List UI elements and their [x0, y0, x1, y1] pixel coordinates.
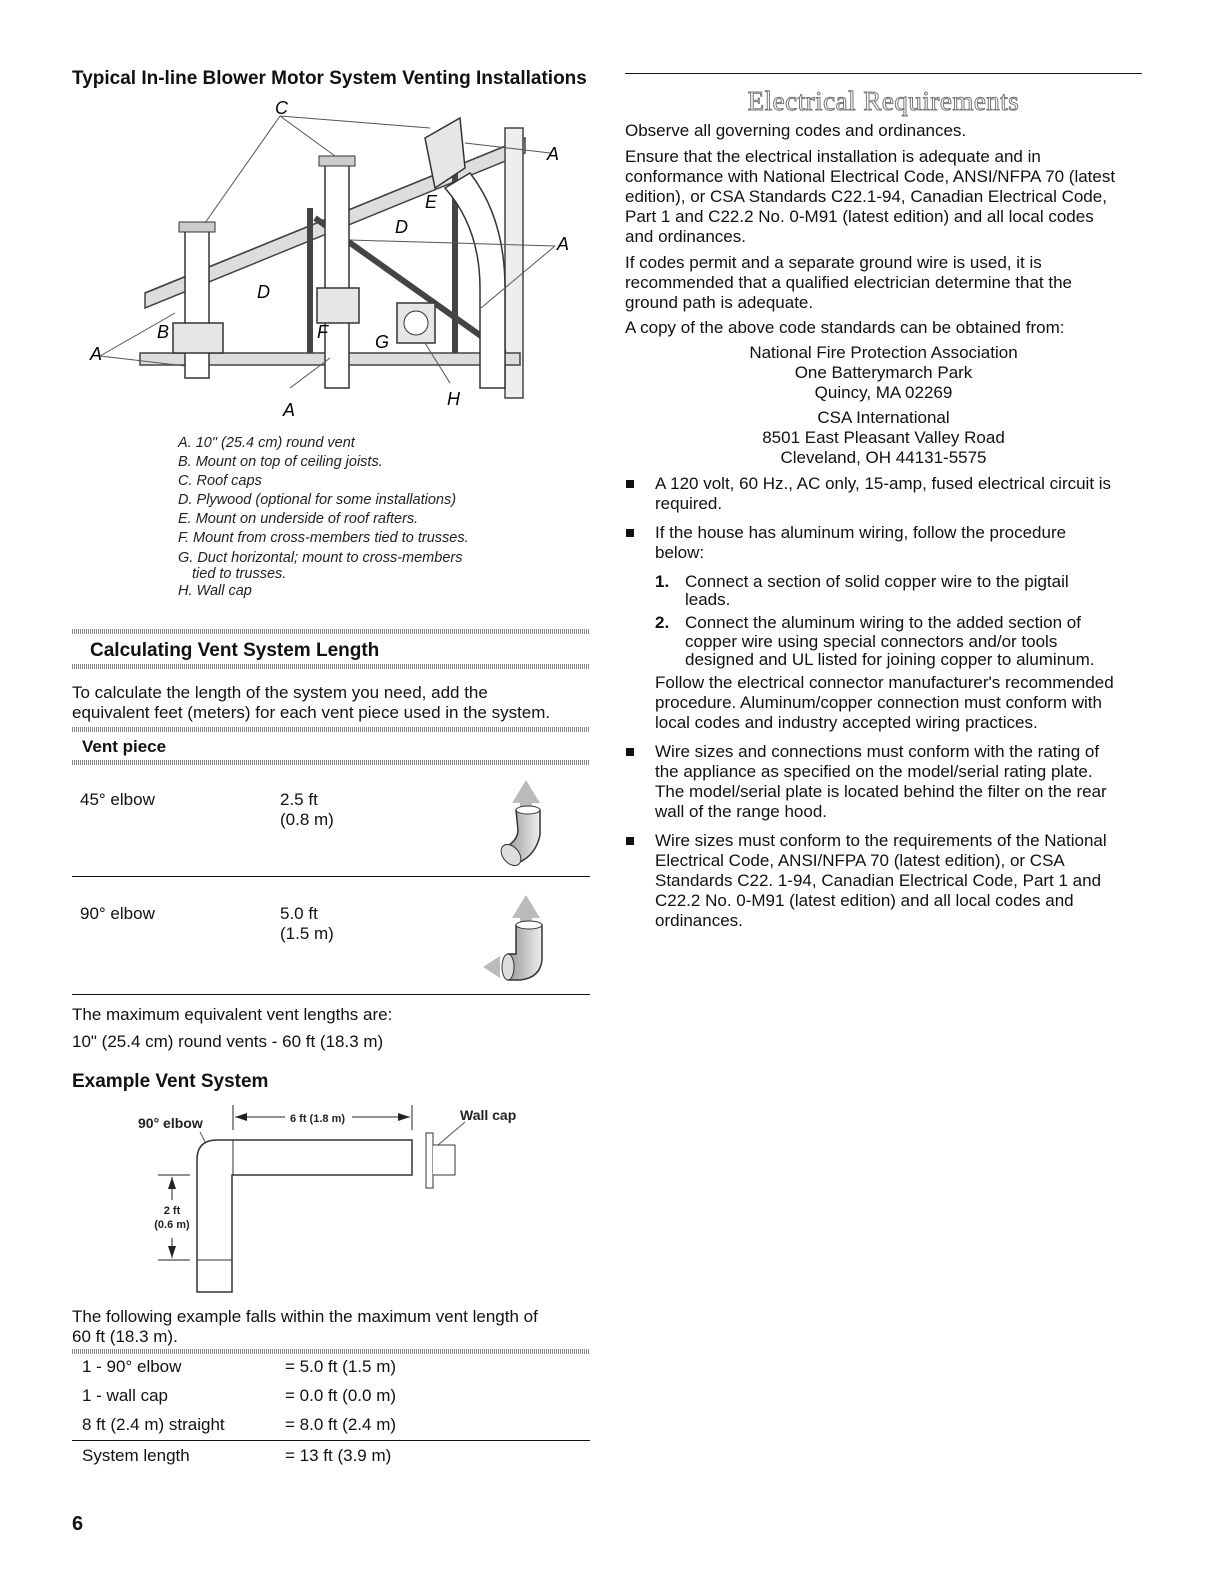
bullet-circuit: A 120 volt, 60 Hz., AC only, 15-amp, fused electrical circuit is required. [655, 474, 1112, 513]
example-row-item: 8 ft (2.4 m) straight [82, 1415, 225, 1434]
installations-title: Typical In-line Blower Motor System Venting Installations [72, 68, 587, 89]
step-1-number: 1. [655, 572, 670, 591]
label-b: B [157, 322, 170, 342]
hatch-rule [72, 1349, 590, 1354]
label-a2: A [557, 234, 570, 254]
blower-center [317, 288, 359, 323]
hatch-rule [72, 760, 590, 765]
para-ground: If codes permit and a separate ground wire is used, it is recommended that a qualified electrician determine that the ground path is adequate. [625, 253, 1072, 312]
label-c: C [275, 98, 288, 118]
label-f: F [317, 322, 328, 342]
vent-row-m: (1.5 m) [280, 924, 334, 943]
vent-table-header: Vent piece [82, 737, 167, 756]
electrical-title: Electrical Requirements [747, 86, 1020, 116]
example-row-value: = 5.0 ft (1.5 m) [285, 1357, 397, 1376]
legend-item: E. Mount on underside of roof rafters. [178, 511, 419, 527]
address-nfpa: National Fire Protection Association One Batterymarch Park Quincy, MA 02269 [749, 343, 1018, 402]
hatch-rule [72, 629, 590, 634]
label-g: G [375, 332, 390, 352]
label-a4: A [283, 400, 296, 420]
calc-title: Calculating Vent System Length [90, 640, 380, 661]
table-rule [72, 994, 590, 995]
elbow-45-icon [478, 775, 558, 870]
venting-installation-diagram [85, 98, 585, 428]
calc-intro: To calculate the length of the system you need, add the equivalent feet (meters) for each vent piece used in the system. [72, 683, 551, 722]
para-ensure: Ensure that the electrical installation is adequate and in conformance with National Electrical Code, ANSI/NFPA 70 (latest edition), or CSA Standards C22.1-94, Canadian Electrical Code, Part 1 and C22.2 No. 0-M91 (latest edition) and all local codes and ordinances. [625, 147, 1116, 246]
example-row-value: = 0.0 ft (0.0 m) [285, 1386, 397, 1405]
wallcap-label: Wall cap [460, 1107, 517, 1123]
page-number: 6 [72, 1513, 84, 1535]
table-rule [72, 876, 590, 877]
max-length-value: 10" (25.4 cm) round vents - 60 ft (18.3 m) [72, 1032, 384, 1051]
legend-item: B. Mount on top of ceiling joists. [178, 454, 383, 470]
bullet-icon [626, 837, 634, 845]
legend-item: G. Duct horizontal; mount to cross-members [178, 550, 463, 566]
diagram-legend [178, 434, 469, 601]
legend-item: H. Wall cap [178, 583, 252, 599]
bullet-aluminum: If the house has aluminum wiring, follow the procedure below: [655, 523, 1067, 562]
example-title: Example Vent System [72, 1071, 269, 1092]
example-text: The following example falls within the maximum vent length of 60 ft (18.3 m). [72, 1307, 538, 1346]
example-row-item: 1 - 90° elbow [82, 1357, 182, 1376]
bullet-icon [626, 748, 634, 756]
max-length-text: The maximum equivalent vent lengths are: [72, 1005, 393, 1024]
hatch-rule [72, 664, 590, 669]
step-1: Connect a section of solid copper wire to the pigtail leads. [685, 572, 1069, 609]
para-observe: Observe all governing codes and ordinances. [625, 121, 967, 140]
blower-left [173, 323, 223, 353]
vent-row-ft: 5.0 ft [280, 904, 318, 923]
round-vent-center [325, 163, 349, 388]
bullet-wire-rating: Wire sizes and connections must conform with the rating of the appliance as specified on the model/serial rating plate. The model/serial plate is located behind the filter on the rear wall of the range hood. [655, 742, 1107, 821]
legend-item: A. 10" (25.4 cm) round vent [178, 435, 355, 451]
vent-row-name: 90° elbow [80, 904, 155, 923]
label-h: H [447, 389, 460, 409]
vent-row-ft: 2.5 ft [280, 790, 318, 809]
legend-item: C. Roof caps [178, 473, 262, 489]
horizontal-length-label: 6 ft (1.8 m) [290, 1113, 346, 1125]
vertical-length-ft: 2 ft [163, 1205, 181, 1217]
bullet-wire-code: Wire sizes must conform to the requirements of the National Electrical Code, ANSI/NFPA 70 (latest edition), or CSA Standards C22. 1-94, Canadian Electrical Code, Part 1 and C22.2 No. 0-M91 (latest edition) and all local codes and ordinances. [655, 831, 1107, 930]
address-csa: CSA International 8501 East Pleasant Valley Road Cleveland, OH 44131-5575 [762, 408, 1005, 467]
vent-row-m: (0.8 m) [280, 810, 334, 829]
label-d2: D [257, 282, 270, 302]
step-2-number: 2. [655, 613, 670, 632]
example-elbow-label: 90° elbow [138, 1115, 203, 1131]
vent-row-name: 45° elbow [80, 790, 155, 809]
para-copy: A copy of the above code standards can be obtained from: [625, 318, 1065, 337]
bullet-icon [626, 480, 634, 488]
vertical-length-m: (0.6 m) [154, 1219, 190, 1231]
column-top-rule [625, 73, 1142, 74]
bullet-icon [626, 529, 634, 537]
elbow-90-icon [478, 890, 568, 985]
label-a1: A [547, 144, 560, 164]
example-vent-diagram [120, 1100, 550, 1300]
para-follow: Follow the electrical connector manufacturer's recommended procedure. Aluminum/copper connection must conform with local codes and industry accepted wiring practices. [655, 673, 1114, 732]
legend-item: F. Mount from cross-members tied to trusses. [178, 530, 469, 546]
legend-item: tied to trusses. [192, 566, 287, 582]
example-row-item: 1 - wall cap [82, 1386, 168, 1405]
legend-item: D. Plywood (optional for some installations) [178, 492, 457, 508]
system-length-label: System length [82, 1446, 190, 1465]
label-d1: D [395, 217, 408, 237]
example-row-value: = 8.0 ft (2.4 m) [285, 1415, 397, 1434]
round-vent-left [185, 228, 209, 378]
label-a3: A [90, 344, 103, 364]
table-rule [72, 1440, 590, 1441]
step-2: Connect the aluminum wiring to the added section of copper wire using special connectors and/or tools designed and UL listed for joining copper to aluminum. [685, 613, 1095, 669]
system-length-value: = 13 ft (3.9 m) [285, 1446, 392, 1465]
hatch-rule [72, 727, 590, 732]
label-e: E [425, 192, 438, 212]
